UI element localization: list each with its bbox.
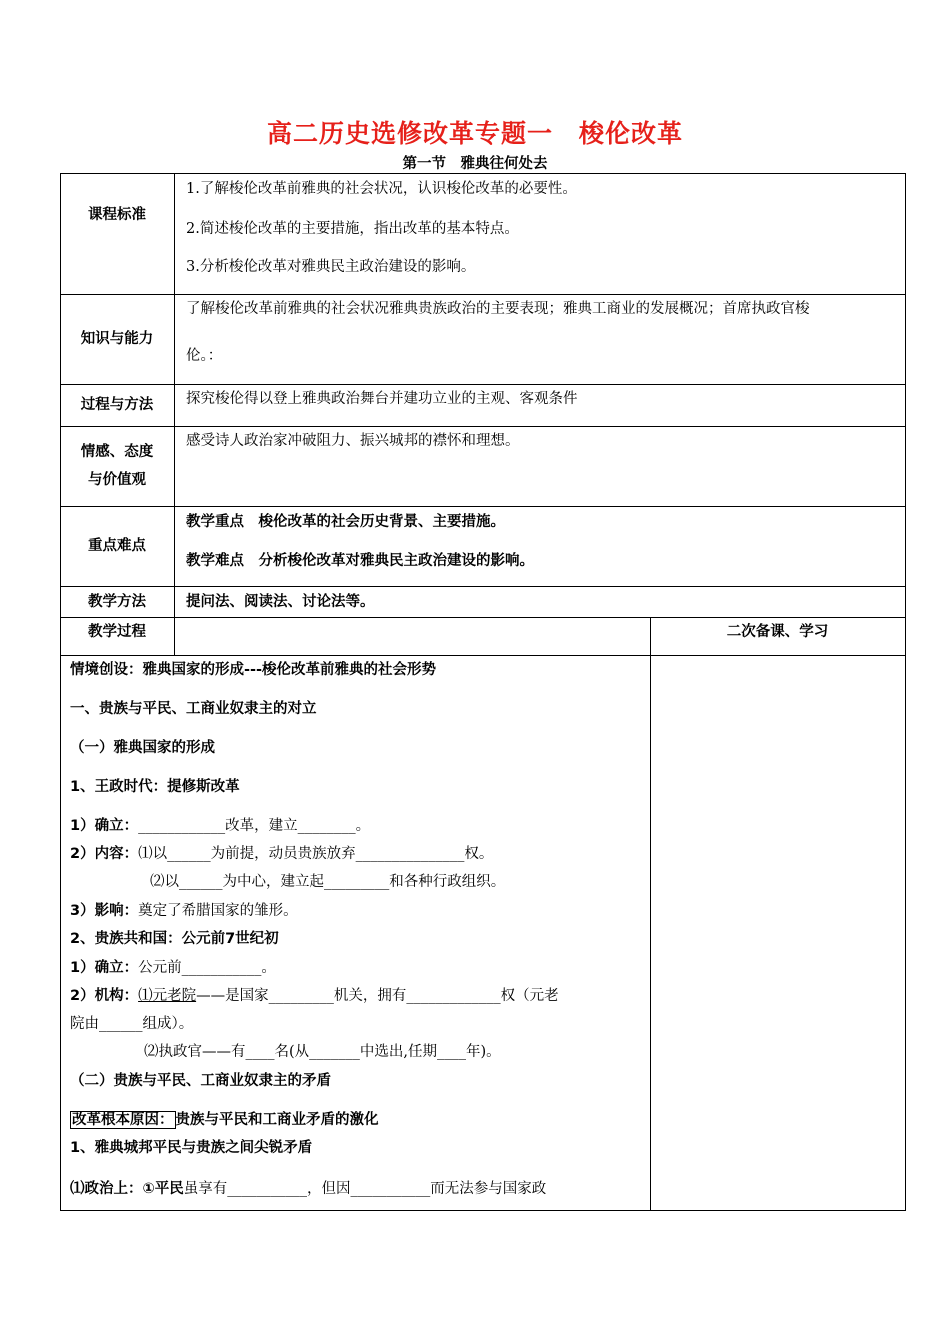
heading-1-2-1: 1、雅典城邦平民与贵族之间尖锐矛盾 — [70, 1140, 313, 1156]
item-impact — [70, 900, 298, 922]
page-title: 高二历史选修改革专题一 梭伦改革 — [266, 119, 683, 148]
row-divider — [60, 294, 906, 295]
notes-column-divider — [650, 617, 651, 1211]
root-cause-label: 改革根本原因： — [72, 1112, 174, 1128]
heading-1: 一、贵族与平民、工商业奴隶主的对立 — [70, 701, 317, 717]
item-text: 公元前___________。 — [138, 960, 276, 976]
item-label: 2）机构： — [70, 988, 139, 1004]
table-border-bottom — [60, 1210, 906, 1211]
row-divider — [60, 506, 906, 507]
item-content — [70, 843, 493, 865]
notes-column-header: 二次备课、学习 — [726, 624, 829, 640]
item-text: ——是国家_________机关，拥有_____________权（元老 — [196, 988, 559, 1004]
teaching-difficulty: 教学难点 分析梭伦改革对雅典民主政治建设的影响。 — [186, 553, 534, 569]
item-text: 奠定了希腊国家的雏形。 — [138, 903, 298, 919]
item-institutions-cont: 院由______组成）。 — [70, 1016, 194, 1032]
knowledge-text-line-2: 伦。： — [186, 348, 223, 364]
item-label: ⑴政治上：①平民 — [70, 1181, 184, 1197]
item-text: ____________改革，建立________。 — [138, 818, 371, 834]
row-divider — [60, 426, 906, 427]
label-key-points: 重点难点 — [88, 538, 146, 554]
item-label: 3）影响： — [70, 903, 139, 919]
root-cause — [70, 1109, 379, 1131]
item-archons: ⑵执政官——有____名(从_______中选出,任期____年)。 — [144, 1044, 501, 1060]
senate-term: ⑴元老院 — [138, 988, 197, 1004]
heading-1-1: （一）雅典国家的形成 — [70, 740, 215, 756]
standard-item-1: 1.了解梭伦改革前雅典的社会状况，认识梭伦改革的必要性。 — [186, 181, 577, 197]
heading-1-2: （二）贵族与平民、工商业奴隶主的矛盾 — [70, 1073, 331, 1089]
label-teaching-method: 教学方法 — [88, 594, 146, 610]
section-subtitle: 第一节 雅典往何处去 — [402, 156, 548, 172]
label-process-method: 过程与方法 — [80, 397, 154, 413]
heading-1-1-2: 2、贵族共和国：公元前7世纪初 — [70, 931, 279, 947]
item-establish-2 — [70, 957, 276, 979]
knowledge-text-line-1: 了解梭伦改革前雅典的社会状况雅典贵族政治的主要表现；雅典工商业的发展概况；首席执政官梭 — [186, 301, 810, 317]
table-border-top — [60, 173, 906, 174]
root-cause-text: 贵族与平民和工商业矛盾的激化 — [175, 1112, 379, 1128]
item-label: 1）确立： — [70, 818, 139, 834]
row-divider — [60, 655, 906, 656]
standard-item-3: 3.分析梭伦改革对雅典民主政治建设的影响。 — [186, 259, 476, 275]
label-emotion-1: 情感、态度 — [80, 444, 154, 460]
item-label: 2）内容： — [70, 846, 139, 862]
standard-item-2: 2.简述梭伦改革的主要措施，指出改革的基本特点。 — [186, 221, 519, 237]
item-institutions — [70, 985, 559, 1007]
teaching-focus: 教学重点 梭伦改革的社会历史背景、主要措施。 — [186, 514, 505, 530]
item-text: ⑴以______为前提，动员贵族放弃_______________权。 — [138, 846, 494, 862]
row-divider — [60, 617, 906, 618]
item-political — [70, 1178, 546, 1200]
process-method-text: 探究梭伦得以登上雅典政治舞台并建功立业的主观、客观条件 — [186, 391, 578, 407]
emotion-text: 感受诗人政治家冲破阻力、振兴城邦的襟怀和理想。 — [186, 433, 520, 449]
row-divider — [60, 586, 906, 587]
teaching-method-text: 提问法、阅读法、讨论法等。 — [186, 594, 375, 610]
label-emotion-2: 与价值观 — [88, 472, 146, 488]
table-border-right — [905, 173, 906, 1211]
item-establish — [70, 815, 370, 837]
item-text: 虽享有___________，但因___________而无法参与国家政 — [183, 1181, 547, 1197]
item-content-2: ⑵以______为中心，建立起_________和各种行政组织。 — [150, 874, 506, 890]
scene-setting: 情境创设：雅典国家的形成---梭伦改革前雅典的社会形势 — [70, 662, 437, 678]
item-label: 1）确立： — [70, 960, 139, 976]
label-course-standard: 课程标准 — [88, 207, 146, 223]
label-column-divider — [174, 173, 175, 655]
heading-1-1-1: 1、王政时代：提修斯改革 — [70, 779, 240, 795]
row-divider — [60, 384, 906, 385]
label-teaching-process: 教学过程 — [88, 624, 146, 640]
label-knowledge: 知识与能力 — [80, 331, 154, 347]
